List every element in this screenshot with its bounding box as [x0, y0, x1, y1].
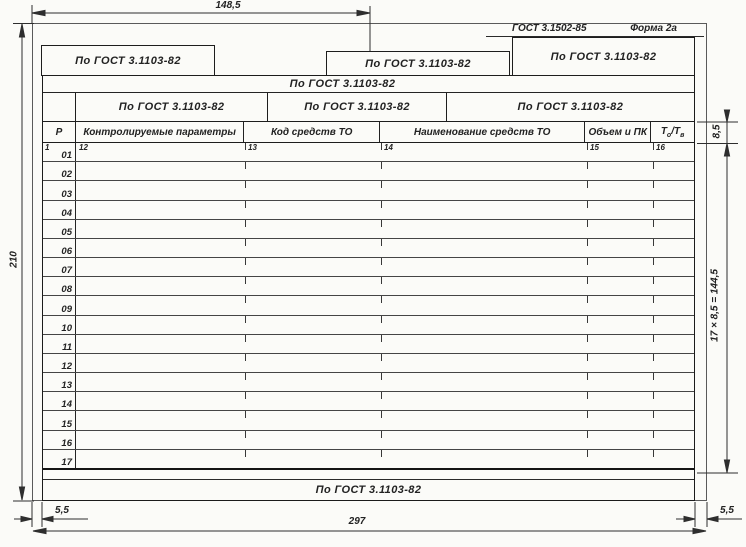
- row-number: 12: [61, 361, 72, 373]
- table-row: [43, 373, 694, 392]
- stamp-text: По ГОСТ 3.1103-82: [304, 101, 410, 113]
- column-divider-tick: [653, 450, 654, 457]
- header-label: Наименование средств ТО: [413, 126, 551, 138]
- column-divider-tick: [245, 143, 246, 150]
- row-number-cell: [43, 201, 76, 219]
- column-divider-tick: [381, 143, 382, 150]
- row-number: 16: [61, 437, 72, 449]
- row-number-cell: [43, 392, 76, 410]
- column-divider-tick: [587, 450, 588, 457]
- column-divider-tick: [381, 335, 382, 342]
- column-divider-tick: [653, 335, 654, 342]
- header-controlled-parameters: [76, 122, 244, 142]
- column-divider-tick: [587, 220, 588, 227]
- column-divider-tick: [587, 392, 588, 399]
- column-divider-tick: [245, 354, 246, 361]
- stamp-text: По ГОСТ 3.1103-82: [75, 54, 181, 67]
- column-divider-tick: [587, 162, 588, 169]
- column-divider-tick: [587, 181, 588, 188]
- stamp-text: По ГОСТ 3.1103-82: [517, 101, 624, 113]
- column-divider-tick: [381, 354, 382, 361]
- column-divider-tick: [653, 354, 654, 361]
- dim-left-margin: 5,5: [55, 505, 69, 516]
- column-divider-tick: [653, 296, 654, 303]
- stamp-cell-row: [43, 93, 694, 122]
- column-divider-tick: [653, 143, 654, 150]
- dim-header-row-height: 8,5: [711, 124, 723, 139]
- column-divider-tick: [245, 411, 246, 418]
- column-divider-tick: [653, 220, 654, 227]
- column-divider-tick: [245, 162, 246, 169]
- column-divider-tick: [381, 450, 382, 457]
- column-divider-tick: [587, 354, 588, 361]
- row-number-cell: [43, 239, 76, 257]
- column-divider-tick: [587, 277, 588, 284]
- row-number: 10: [61, 322, 72, 334]
- stamp-po-gost-band: [43, 76, 694, 93]
- column-divider-tick: [381, 316, 382, 323]
- column-divider-tick: [245, 220, 246, 227]
- column-divider-tick: [381, 277, 382, 284]
- row-number-cell: [43, 277, 76, 295]
- row-number-cell: [43, 162, 76, 180]
- table-row: [43, 450, 694, 468]
- column-divider-tick: [653, 162, 654, 169]
- column-divider-tick: [245, 450, 246, 457]
- stamp-text: По ГОСТ 3.1103-82: [289, 78, 396, 90]
- column-divider-tick: [381, 239, 382, 246]
- table-row: [43, 431, 694, 450]
- column-divider-tick: [381, 181, 382, 188]
- column-divider-tick: [587, 143, 588, 150]
- column-divider-tick: [587, 258, 588, 265]
- column-number: 1: [45, 143, 50, 152]
- stamp-cell-1: [76, 93, 268, 121]
- column-divider-tick: [245, 239, 246, 246]
- row-number-cell: [43, 220, 76, 238]
- row-number: 06: [61, 246, 72, 258]
- header-label: Код средств ТО: [270, 126, 353, 138]
- dim-sheet-height: 210: [8, 251, 20, 268]
- row-number: 01: [61, 150, 72, 162]
- table-row: [43, 296, 694, 315]
- table-row: [43, 258, 694, 277]
- column-number: 14: [384, 143, 393, 152]
- column-divider-tick: [587, 296, 588, 303]
- column-divider-tick: [587, 373, 588, 380]
- row-number: 03: [61, 188, 72, 200]
- column-divider-tick: [381, 411, 382, 418]
- row-number-cell: [43, 373, 76, 391]
- column-divider-tick: [245, 201, 246, 208]
- column-divider-tick: [245, 181, 246, 188]
- header-volume-pk: [585, 122, 651, 142]
- stamp-cell-3: [447, 93, 694, 121]
- column-divider-tick: [381, 431, 382, 438]
- column-number: 15: [590, 143, 599, 152]
- table-row: [43, 143, 694, 162]
- column-divider-tick: [587, 411, 588, 418]
- row-number: 17: [61, 456, 72, 468]
- standard-ref: ГОСТ 3.1502-85: [512, 23, 587, 34]
- row-number-cell: [43, 411, 76, 429]
- stamp-text: По ГОСТ 3.1103-82: [365, 57, 471, 70]
- row-number: 02: [61, 169, 72, 181]
- table-row: [43, 335, 694, 354]
- column-divider-tick: [653, 316, 654, 323]
- header-label: $Т_о/Т_в$: [660, 125, 685, 139]
- row-number-cell: [43, 431, 76, 449]
- table-row: [43, 239, 694, 258]
- dim-sheet-width: 297: [348, 516, 366, 527]
- table-body: [43, 143, 694, 470]
- dim-right-margin: 5,5: [720, 505, 734, 516]
- column-divider-tick: [653, 277, 654, 284]
- column-divider-tick: [653, 411, 654, 418]
- header-label: Р: [55, 126, 63, 138]
- row-number: 04: [61, 207, 72, 219]
- row-number-cell: [43, 335, 76, 353]
- stamp-text: По ГОСТ 3.1103-82: [315, 484, 422, 496]
- column-divider-tick: [587, 316, 588, 323]
- column-number: 12: [79, 143, 88, 152]
- row-number-cell: [43, 354, 76, 372]
- table-row: [43, 392, 694, 411]
- footer-strip: [43, 470, 694, 480]
- row-number-cell: [43, 296, 76, 314]
- header-label: Контролируемые параметры: [83, 126, 236, 138]
- table-row: [43, 277, 694, 296]
- row-number-cell: [43, 181, 76, 199]
- table-row: [43, 162, 694, 181]
- header-code-sredstv-to: [244, 122, 380, 142]
- column-divider-tick: [245, 431, 246, 438]
- dim-top-width: 148,5: [215, 0, 241, 11]
- column-divider-tick: [381, 162, 382, 169]
- table-row: [43, 201, 694, 220]
- column-divider-tick: [381, 258, 382, 265]
- column-divider-tick: [381, 201, 382, 208]
- row-number: 14: [61, 399, 72, 411]
- header-r: [43, 122, 76, 142]
- column-divider-tick: [245, 335, 246, 342]
- column-divider-tick: [381, 392, 382, 399]
- column-divider-tick: [245, 316, 246, 323]
- column-divider-tick: [587, 335, 588, 342]
- column-divider-tick: [245, 373, 246, 380]
- column-divider-tick: [381, 373, 382, 380]
- table-row: [43, 354, 694, 373]
- table-row: [43, 411, 694, 430]
- row-number: 13: [61, 380, 72, 392]
- stamp-cell-2: [268, 93, 446, 121]
- stamp-po-gost-top-left: [41, 45, 215, 76]
- row-number: 15: [61, 418, 72, 430]
- column-divider-tick: [587, 201, 588, 208]
- row-number-cell: [43, 316, 76, 334]
- column-divider-tick: [653, 201, 654, 208]
- stamp-po-gost-top-middle: [326, 51, 510, 76]
- stamp-po-gost-top-right: [512, 37, 695, 76]
- dim-body-rows-height: 17 × 8,5 = 144,5: [709, 269, 721, 342]
- row-number-cell: [43, 450, 76, 468]
- header-label: Объем и ПК: [588, 126, 647, 138]
- column-divider-tick: [653, 392, 654, 399]
- row-number-cell: [43, 258, 76, 276]
- column-number: 13: [248, 143, 257, 152]
- column-number: 16: [656, 143, 665, 152]
- header-to-tv: [651, 122, 694, 142]
- column-divider-tick: [587, 431, 588, 438]
- column-divider-tick: [245, 296, 246, 303]
- standard-designation: [486, 23, 704, 37]
- form-ref: Форма 2а: [630, 23, 677, 34]
- table-header-row: [43, 122, 694, 143]
- column-divider-tick: [653, 373, 654, 380]
- column-divider-tick: [245, 392, 246, 399]
- table-row: [43, 220, 694, 239]
- header-name-sredstv-to: [380, 122, 585, 142]
- table-row: [43, 181, 694, 200]
- stamp-text: По ГОСТ 3.1103-82: [550, 50, 657, 63]
- column-divider-tick: [245, 258, 246, 265]
- column-divider-tick: [587, 239, 588, 246]
- column-divider-tick: [381, 220, 382, 227]
- column-divider-tick: [653, 258, 654, 265]
- form-frame: [42, 75, 695, 501]
- row-number: 09: [61, 303, 72, 315]
- stamp-cell-empty: [43, 93, 76, 121]
- column-divider-tick: [653, 239, 654, 246]
- column-divider-tick: [245, 277, 246, 284]
- column-divider-tick: [381, 296, 382, 303]
- row-number: 11: [62, 341, 72, 353]
- table-row: [43, 316, 694, 335]
- column-divider-tick: [653, 181, 654, 188]
- row-number: 07: [61, 265, 72, 277]
- stamp-text: По ГОСТ 3.1103-82: [118, 101, 225, 113]
- row-number: 08: [61, 284, 72, 296]
- stamp-po-gost-footer: [43, 480, 694, 500]
- row-number: 05: [61, 226, 72, 238]
- column-divider-tick: [653, 431, 654, 438]
